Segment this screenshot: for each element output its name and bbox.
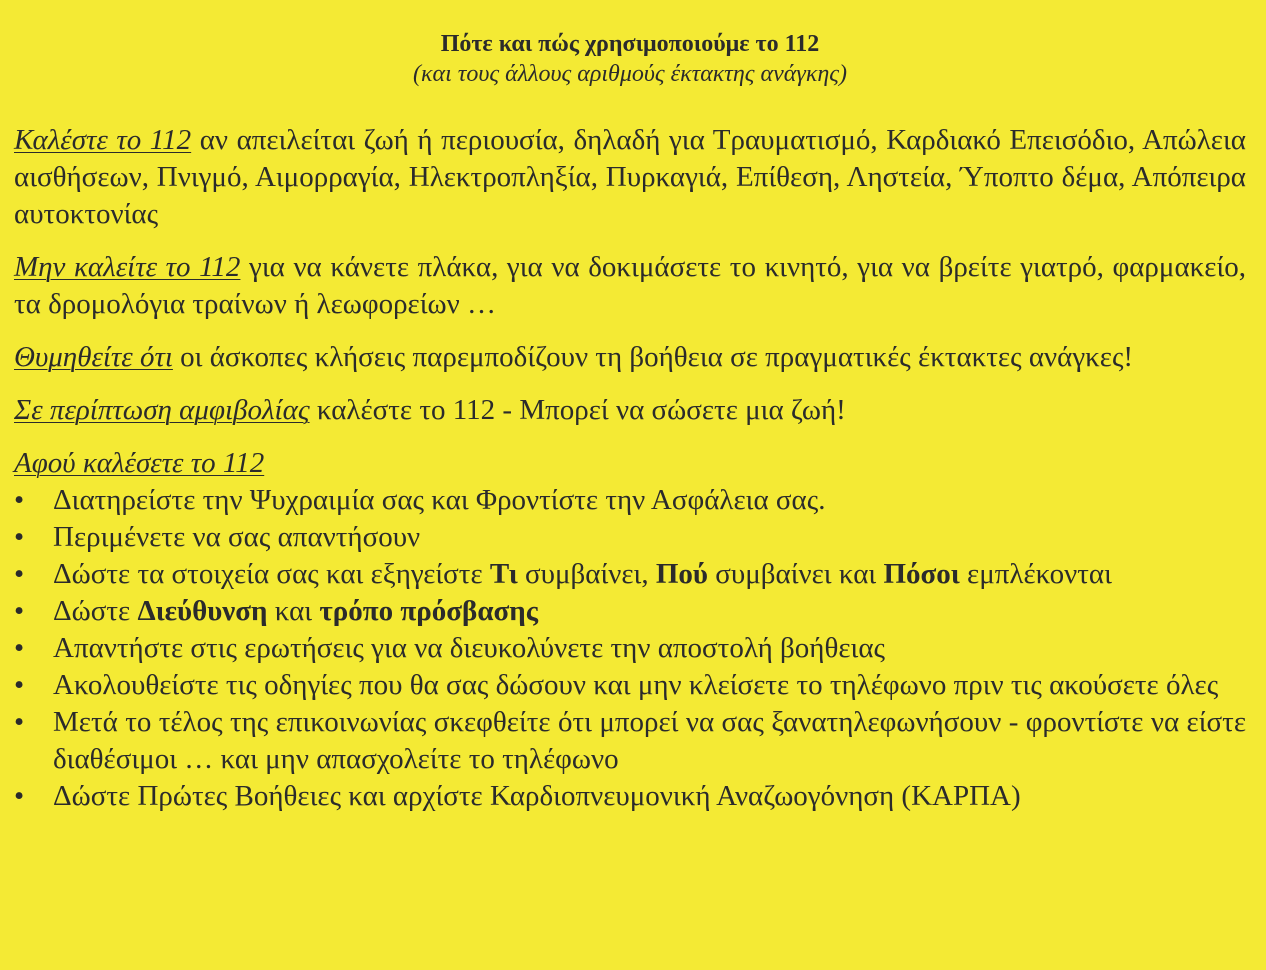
list-item-text: Διατηρείστε την Ψυχραιμία σας και Φροντίστε την Ασφάλεια σας. (53, 484, 826, 516)
list-item (14, 778, 1246, 815)
list-item-text: Περιμένετε να σας απαντήσουν (53, 521, 421, 553)
list-item-text: Δώστε Πρώτες Βοήθειες και αρχίστε Καρδιοπνευμονική Αναζωογόνηση (ΚΑΡΠΑ) (53, 780, 1021, 812)
paragraph-text: αν απειλείται ζωή ή περιουσία, δηλαδή για Τραυματισμό, Καρδιακό Επεισόδιο, Απώλεια αισθήσεων, Πνιγμό, Αιμορραγία, Ηλεκτροπληξία, Πυρκαγιά, Επίθεση, Ληστεία, Ύποπτο δέμα, Απόπειρα αυτοκτονίας (14, 124, 1246, 230)
list-item (14, 630, 1246, 667)
after-call-section (14, 445, 1246, 482)
list-item (14, 556, 1246, 593)
paragraph-lead: Καλέστε το 112 (14, 124, 192, 156)
list-item-text: εμπλέκονται (959, 558, 1112, 590)
list-item-text: και (267, 595, 320, 627)
paragraph-lead: Μην καλείτε το 112 (14, 251, 241, 283)
bullet-icon: • (14, 484, 25, 516)
paragraph-remember (14, 339, 1246, 376)
list-item-text: Δώστε (53, 595, 138, 627)
list-item-text: συμβαίνει, (517, 558, 656, 590)
list-item (14, 667, 1246, 704)
bullet-icon: • (14, 706, 25, 738)
paragraph-do-not-call (14, 249, 1246, 323)
list-item (14, 519, 1246, 556)
after-call-list (14, 482, 1246, 815)
list-item-text: Ακολουθείστε τις οδηγίες που θα σας δώσουν και μην κλείσετε το τηλέφωνο πριν τις ακούσετε όλες (53, 669, 1219, 701)
paragraph-lead: Σε περίπτωση αμφιβολίας (14, 394, 310, 426)
list-item-text: Απαντήστε στις ερωτήσεις για να διευκολύνετε την αποστολή βοήθειας (53, 632, 886, 664)
emphasis-address: Διεύθυνση (137, 595, 268, 627)
emphasis-what: Τι (489, 558, 518, 590)
paragraph-call-112 (14, 122, 1246, 233)
list-item-text: Δώστε τα στοιχεία σας και εξηγείστε (53, 558, 490, 590)
list-item-text: Μετά το τέλος της επικοινωνίας σκεφθείτε ότι μπορεί να σας ξανατηλεφωνήσουν - φροντίστε να είστε διαθέσιμοι … και μην απασχολείτε το τηλέφωνο (53, 706, 1246, 775)
document-subtitle: (και τους άλλους αριθμούς έκτακτης ανάγκης) (412, 61, 847, 87)
list-item-text: συμβαίνει και (707, 558, 884, 590)
paragraph-in-doubt (14, 392, 1246, 429)
paragraph-text: για να κάνετε πλάκα, για να δοκιμάσετε το κινητό, για να βρείτε γιατρό, φαρμακείο, τα δρομολόγια τραίνων ή λεωφορείων … (14, 251, 1246, 320)
list-item (14, 482, 1246, 519)
emphasis-where: Πού (655, 558, 708, 590)
emphasis-access-route: τρόπο πρόσβασης (319, 595, 538, 627)
document-title: Πότε και πώς χρησιμοποιούμε το 112 (440, 31, 820, 57)
paragraph-text: οι άσκοπες κλήσεις παρεμποδίζουν τη βοήθεια σε πραγματικές έκτακτες ανάγκες! (172, 341, 1134, 373)
bullet-icon: • (14, 558, 25, 590)
bullet-icon: • (14, 669, 25, 701)
bullet-icon: • (14, 521, 25, 553)
emphasis-how-many: Πόσοι (883, 558, 960, 590)
list-item (14, 704, 1246, 778)
paragraph-text: καλέστε το 112 - Μπορεί να σώσετε μια ζωή! (309, 394, 846, 426)
paragraph-lead: Θυμηθείτε ότι (14, 341, 173, 373)
bullet-icon: • (14, 780, 25, 812)
list-item (14, 593, 1246, 630)
after-call-heading: Αφού καλέσετε το 112 (14, 447, 265, 479)
bullet-icon: • (14, 632, 25, 664)
bullet-icon: • (14, 595, 25, 627)
